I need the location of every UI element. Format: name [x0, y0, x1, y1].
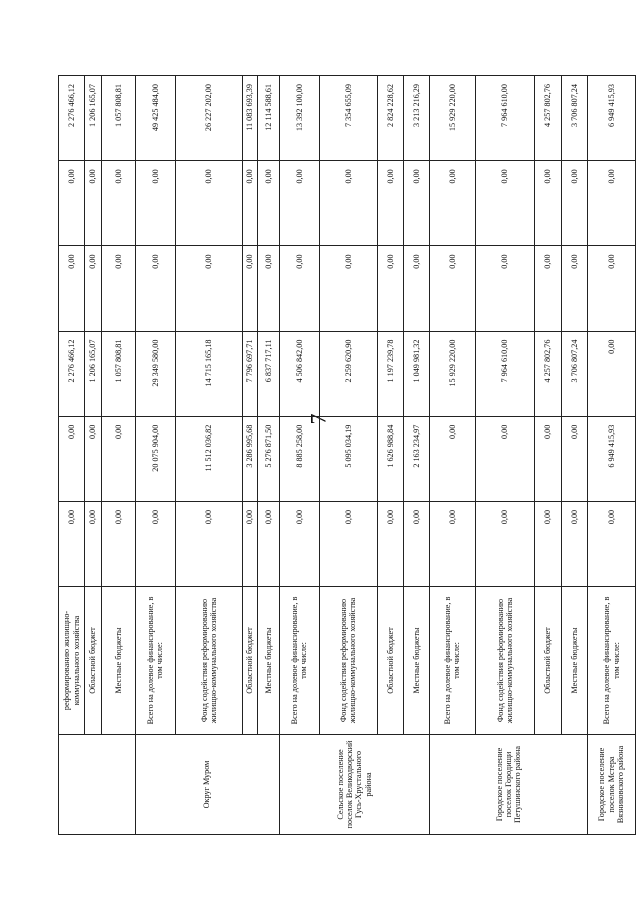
- amount-cell: 13 392 100,00: [279, 76, 320, 161]
- amount-cell: 0,00: [535, 246, 561, 331]
- amount-cell: 1 057 808,81: [102, 76, 135, 161]
- funding-source-cell: Всего на долевое финансирование, в том числе:: [588, 587, 636, 735]
- amount-cell: 0,00: [588, 161, 636, 246]
- table-row: [377, 76, 403, 835]
- amount-cell: 0,00: [279, 161, 320, 246]
- amount-cell: 0,00: [588, 331, 636, 416]
- amount-cell: 0,00: [59, 161, 85, 246]
- amount-cell: 20 075 904,00: [135, 416, 176, 501]
- amount-cell: 0,00: [135, 246, 176, 331]
- amount-cell: 15 929 220,00: [430, 331, 475, 416]
- amount-cell: 0,00: [102, 161, 135, 246]
- table-row: [279, 76, 320, 835]
- amount-cell: 29 349 580,00: [135, 331, 176, 416]
- amount-cell: 1 626 988,84: [377, 416, 403, 501]
- amount-cell: 0,00: [561, 246, 587, 331]
- funding-source-cell: Всего на долевое финансирование, в том числе:: [430, 587, 475, 735]
- amount-cell: 0,00: [475, 161, 535, 246]
- funding-source-cell: Фонд содействия реформированию жилищно-коммунального хозяйства: [320, 587, 377, 735]
- amount-cell: 0,00: [320, 161, 377, 246]
- page-number: 7: [305, 413, 331, 425]
- amount-cell: 0,00: [430, 246, 475, 331]
- amount-cell: 0,00: [377, 161, 403, 246]
- amount-cell: 0,00: [535, 416, 561, 501]
- funding-source-cell: реформированию жилищно-коммунального хозяйства: [59, 587, 85, 735]
- municipality-cell: Округ Муром: [135, 735, 279, 835]
- amount-cell: 1 206 165,07: [85, 331, 102, 416]
- amount-cell: 0,00: [258, 246, 280, 331]
- amount-cell: 2 276 466,12: [59, 76, 85, 161]
- amount-cell: 6 837 717,11: [258, 331, 280, 416]
- municipality-cell: Городское поселение поселок Мстера Вязниковского района: [588, 735, 636, 835]
- amount-cell: 0,00: [475, 501, 535, 586]
- amount-cell: 0,00: [258, 161, 280, 246]
- amount-cell: 0,00: [102, 246, 135, 331]
- amount-cell: 11 083 693,39: [243, 76, 258, 161]
- amount-cell: 0,00: [403, 161, 429, 246]
- amount-cell: 0,00: [588, 246, 636, 331]
- amount-cell: 8 885 258,00: [279, 416, 320, 501]
- amount-cell: 0,00: [377, 246, 403, 331]
- funding-source-cell: Областной бюджет: [377, 587, 403, 735]
- table-row: [475, 76, 535, 835]
- table-row: [588, 76, 636, 835]
- amount-cell: 0,00: [176, 161, 243, 246]
- amount-cell: 0,00: [243, 501, 258, 586]
- municipality-cell: Городское поселение поселок Городищи Петушинского района: [430, 735, 588, 835]
- amount-cell: 0,00: [588, 501, 636, 586]
- amount-cell: 0,00: [535, 501, 561, 586]
- amount-cell: 1 206 165,07: [85, 76, 102, 161]
- amount-cell: 0,00: [243, 161, 258, 246]
- amount-cell: 0,00: [59, 246, 85, 331]
- table-row: [102, 76, 135, 835]
- amount-cell: 4 257 802,76: [535, 76, 561, 161]
- amount-cell: 0,00: [176, 246, 243, 331]
- amount-cell: 3 286 995,68: [243, 416, 258, 501]
- amount-cell: 1 057 808,81: [102, 331, 135, 416]
- amount-cell: 3 706 807,24: [561, 331, 587, 416]
- amount-cell: 4 257 802,76: [535, 331, 561, 416]
- table-row: [561, 76, 587, 835]
- amount-cell: 0,00: [85, 501, 102, 586]
- amount-cell: 0,00: [475, 416, 535, 501]
- amount-cell: 4 506 842,00: [279, 331, 320, 416]
- amount-cell: 0,00: [430, 161, 475, 246]
- table-row: [535, 76, 561, 835]
- amount-cell: 12 114 588,61: [258, 76, 280, 161]
- table-row: [85, 76, 102, 835]
- amount-cell: 0,00: [561, 161, 587, 246]
- funding-source-cell: Областной бюджет: [85, 587, 102, 735]
- amount-cell: 49 425 484,00: [135, 76, 176, 161]
- financing-table: [58, 75, 636, 835]
- amount-cell: 7 796 697,71: [243, 331, 258, 416]
- funding-source-cell: Местные бюджеты: [561, 587, 587, 735]
- funding-source-cell: Областной бюджет: [243, 587, 258, 735]
- amount-cell: 0,00: [85, 416, 102, 501]
- amount-cell: 0,00: [475, 246, 535, 331]
- amount-cell: 0,00: [176, 501, 243, 586]
- table-row: [320, 76, 377, 835]
- municipality-cell: Сельское поселение поселок Великодворский Гусь-Хрустального района: [279, 735, 430, 835]
- amount-cell: 0,00: [279, 246, 320, 331]
- amount-cell: 11 512 036,82: [176, 416, 243, 501]
- funding-source-cell: Местные бюджеты: [403, 587, 429, 735]
- amount-cell: 0,00: [535, 161, 561, 246]
- amount-cell: 3 213 216,29: [403, 76, 429, 161]
- amount-cell: 0,00: [59, 501, 85, 586]
- amount-cell: 0,00: [403, 246, 429, 331]
- amount-cell: 0,00: [561, 501, 587, 586]
- amount-cell: 2 276 466,12: [59, 331, 85, 416]
- amount-cell: 0,00: [430, 416, 475, 501]
- funding-source-cell: Фонд содействия реформированию жилищно-коммунального хозяйства: [176, 587, 243, 735]
- funding-source-cell: Местные бюджеты: [102, 587, 135, 735]
- table-row: [430, 76, 475, 835]
- amount-cell: 14 715 165,18: [176, 331, 243, 416]
- table-row: [135, 76, 176, 835]
- table-container: [58, 75, 636, 835]
- amount-cell: 15 929 220,00: [430, 76, 475, 161]
- funding-source-cell: Всего на долевое финансирование, в том числе:: [279, 587, 320, 735]
- amount-cell: 7 964 610,00: [475, 331, 535, 416]
- amount-cell: 0,00: [258, 501, 280, 586]
- amount-cell: 7 354 655,09: [320, 76, 377, 161]
- amount-cell: 0,00: [430, 501, 475, 586]
- amount-cell: 2 163 234,97: [403, 416, 429, 501]
- amount-cell: 0,00: [135, 501, 176, 586]
- municipality-cell: [59, 735, 136, 835]
- amount-cell: 3 706 807,24: [561, 76, 587, 161]
- amount-cell: 0,00: [59, 416, 85, 501]
- amount-cell: 0,00: [320, 246, 377, 331]
- table-row: [59, 76, 85, 835]
- amount-cell: 0,00: [403, 501, 429, 586]
- amount-cell: 0,00: [243, 246, 258, 331]
- table-row: [403, 76, 429, 835]
- amount-cell: 0,00: [102, 416, 135, 501]
- funding-source-cell: Областной бюджет: [535, 587, 561, 735]
- amount-cell: 0,00: [561, 416, 587, 501]
- amount-cell: 6 949 415,93: [588, 416, 636, 501]
- table-row: [243, 76, 258, 835]
- table-row: [176, 76, 243, 835]
- amount-cell: 2 259 620,90: [320, 331, 377, 416]
- table-row: [258, 76, 280, 835]
- amount-cell: 5 095 034,19: [320, 416, 377, 501]
- amount-cell: 0,00: [377, 501, 403, 586]
- amount-cell: 7 964 610,00: [475, 76, 535, 161]
- amount-cell: 0,00: [279, 501, 320, 586]
- funding-source-cell: Местные бюджеты: [258, 587, 280, 735]
- amount-cell: 0,00: [102, 501, 135, 586]
- funding-source-cell: Всего на долевое финансирование, в том числе:: [135, 587, 176, 735]
- amount-cell: 6 949 415,93: [588, 76, 636, 161]
- amount-cell: 5 276 871,50: [258, 416, 280, 501]
- amount-cell: 0,00: [320, 501, 377, 586]
- amount-cell: 0,00: [85, 161, 102, 246]
- amount-cell: 0,00: [135, 161, 176, 246]
- amount-cell: 1 197 239,78: [377, 331, 403, 416]
- amount-cell: 1 049 981,32: [403, 331, 429, 416]
- funding-source-cell: Фонд содействия реформированию жилищно-коммунального хозяйства: [475, 587, 535, 735]
- amount-cell: 0,00: [85, 246, 102, 331]
- amount-cell: 2 824 228,62: [377, 76, 403, 161]
- amount-cell: 26 227 202,00: [176, 76, 243, 161]
